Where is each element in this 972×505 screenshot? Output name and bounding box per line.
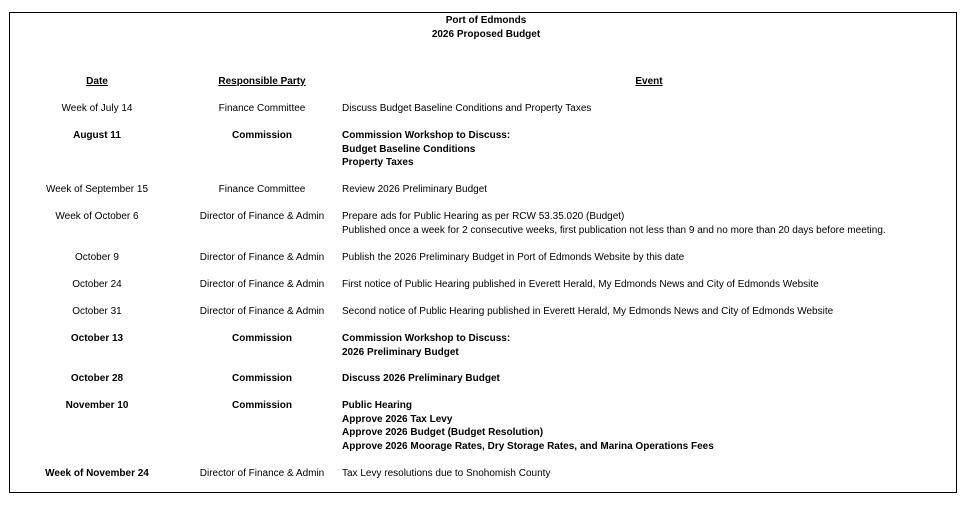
row-date: October 31 bbox=[72, 306, 122, 317]
event-line: Budget Baseline Conditions bbox=[342, 143, 476, 155]
row-event bbox=[342, 251, 952, 265]
row-responsible-party: Director of Finance & Admin bbox=[199, 468, 325, 479]
document-org-title: Port of Edmonds bbox=[445, 15, 527, 26]
row-responsible-party: Director of Finance & Admin bbox=[199, 306, 325, 317]
row-date: October 24 bbox=[72, 279, 122, 290]
row-responsible-party: Commission bbox=[231, 130, 292, 141]
column-header-responsible-party: Responsible Party bbox=[218, 76, 306, 87]
event-line: Discuss 2026 Preliminary Budget bbox=[342, 373, 500, 384]
row-event bbox=[342, 183, 952, 197]
row-event bbox=[342, 467, 952, 481]
event-line: Commission Workshop to Discuss: bbox=[342, 333, 511, 344]
document-subtitle: 2026 Proposed Budget bbox=[431, 29, 541, 40]
row-date: November 10 bbox=[65, 400, 129, 411]
row-event bbox=[342, 399, 952, 453]
event-line: Commission Workshop to Discuss: bbox=[342, 130, 511, 141]
event-line: Approve 2026 Tax Levy bbox=[342, 413, 453, 425]
row-date: Week of October 6 bbox=[55, 211, 139, 222]
event-line: 2026 Preliminary Budget bbox=[342, 346, 459, 358]
event-line: Public Hearing bbox=[342, 400, 413, 411]
row-responsible-party: Director of Finance & Admin bbox=[199, 211, 325, 222]
row-event bbox=[342, 332, 952, 359]
event-line: Discuss Budget Baseline Conditions and Property Taxes bbox=[342, 103, 592, 114]
row-responsible-party: Director of Finance & Admin bbox=[199, 279, 325, 290]
row-date: Week of September 15 bbox=[45, 184, 149, 195]
event-line: Approve 2026 Moorage Rates, Dry Storage Rates, and Marina Operations Fees bbox=[342, 440, 714, 452]
event-line: Review 2026 Preliminary Budget bbox=[342, 184, 488, 195]
row-event bbox=[342, 210, 952, 237]
row-date: Week of November 24 bbox=[45, 468, 149, 479]
event-line: Prepare ads for Public Hearing as per RCW 53.35.020 (Budget) bbox=[342, 211, 625, 222]
event-line: Tax Levy resolutions due to Snohomish County bbox=[342, 468, 551, 479]
row-responsible-party: Finance Committee bbox=[218, 184, 306, 195]
row-event bbox=[342, 372, 952, 386]
row-responsible-party: Commission bbox=[231, 373, 292, 384]
column-header-event: Event bbox=[635, 76, 663, 87]
row-responsible-party: Finance Committee bbox=[218, 103, 306, 114]
row-responsible-party: Director of Finance & Admin bbox=[199, 252, 325, 263]
event-line: First notice of Public Hearing published in Everett Herald, My Edmonds News and City of Edmonds Website bbox=[342, 279, 819, 290]
row-event bbox=[342, 129, 952, 170]
event-line: Second notice of Public Hearing published in Everett Herald, My Edmonds News and City of Edmonds Website bbox=[342, 306, 834, 317]
event-line: Publish the 2026 Preliminary Budget in Port of Edmonds Website by this date bbox=[342, 252, 685, 263]
row-responsible-party: Commission bbox=[231, 333, 292, 344]
row-date: October 9 bbox=[75, 252, 119, 263]
row-event bbox=[342, 278, 952, 292]
event-line: Approve 2026 Budget (Budget Resolution) bbox=[342, 427, 544, 439]
row-date: August 11 bbox=[73, 130, 121, 141]
row-event bbox=[342, 305, 952, 319]
row-responsible-party: Commission bbox=[231, 400, 292, 411]
event-line: Published once a week for 2 consecutive weeks, first publication not less than 9 and no more than 20 days before meeting. bbox=[342, 224, 886, 236]
column-header-date: Date bbox=[86, 76, 108, 87]
row-date: October 13 bbox=[70, 333, 124, 344]
row-event bbox=[342, 102, 952, 116]
row-date: October 28 bbox=[70, 373, 124, 384]
row-date: Week of July 14 bbox=[61, 103, 133, 114]
event-line: Property Taxes bbox=[342, 157, 414, 169]
